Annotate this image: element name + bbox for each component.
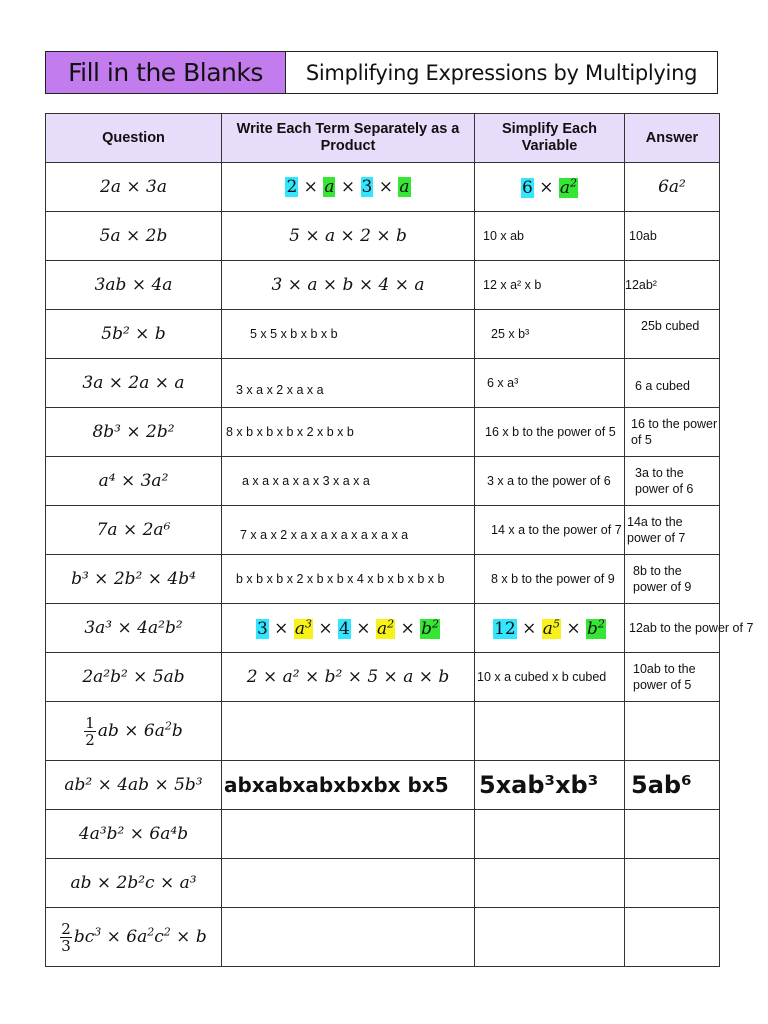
question-cell: 4a³b² × 6a⁴b <box>46 810 222 859</box>
table-row <box>46 702 720 761</box>
table-row <box>46 810 720 859</box>
column-header-question: Question <box>46 114 222 163</box>
product-cell[interactable] <box>222 859 475 908</box>
answer-cell[interactable]: 14a to the power of 7 <box>625 506 720 555</box>
fraction-two-thirds: $\frac{2}{3}$ <box>61 919 71 955</box>
table-row <box>46 212 720 261</box>
simplify-cell[interactable]: 10 x ab <box>475 212 625 261</box>
simplify-cell[interactable]: 10 x a cubed x b cubed <box>475 653 625 702</box>
simplify-cell[interactable] <box>475 908 625 967</box>
table-row <box>46 310 720 359</box>
question-cell: $\frac{2}{3}$ $bc^3 \times 6a^2c^2 \times b$ <box>46 908 222 967</box>
question-cell: ab × 2b²c × a³ <box>46 859 222 908</box>
table-row <box>46 261 720 310</box>
product-cell[interactable]: 5 x 5 x b x b x b <box>222 310 475 359</box>
answer-cell[interactable]: 10ab <box>625 212 720 261</box>
product-cell[interactable]: 8 x b x b x b x 2 x b x b <box>222 408 475 457</box>
answer-cell[interactable]: 25b cubed <box>625 310 720 359</box>
simplify-cell-handwritten[interactable]: 5xab³xb³ <box>475 761 625 810</box>
answer-cell[interactable]: 3a to the power of 6 <box>625 457 720 506</box>
product-cell[interactable]: a x a x a x a x 3 x a x a <box>222 457 475 506</box>
question-cell: 7a × 2a⁶ <box>46 506 222 555</box>
simplify-cell[interactable]: 12 x a² x b <box>475 261 625 310</box>
table-row <box>46 653 720 702</box>
table-row <box>46 506 720 555</box>
table-row <box>46 761 720 810</box>
column-header-answer: Answer <box>625 114 720 163</box>
question-cell: 2a × 3a <box>46 163 222 212</box>
table-row <box>46 859 720 908</box>
table-row <box>46 908 720 967</box>
table-row <box>46 457 720 506</box>
product-cell[interactable]: $3 \times a^3 \times 4 \times a^2 \times b^2$ <box>222 604 475 653</box>
product-cell[interactable]: 5 × a × 2 × b <box>222 212 475 261</box>
simplify-cell[interactable]: 14 x a to the power of 7 <box>475 506 625 555</box>
simplify-cell[interactable]: $6 \times a^2$ <box>475 163 625 212</box>
simplify-cell[interactable] <box>475 859 625 908</box>
answer-cell[interactable]: 16 to the power of 5 <box>625 408 720 457</box>
question-cell: 5a × 2b <box>46 212 222 261</box>
simplify-cell[interactable]: 8 x b to the power of 9 <box>475 555 625 604</box>
table-header-row <box>46 114 720 163</box>
answer-cell[interactable] <box>625 810 720 859</box>
answer-cell[interactable]: 10ab to the power of 5 <box>625 653 720 702</box>
title-banner <box>45 51 718 94</box>
answer-cell[interactable]: 12ab to the power of 7 <box>625 604 720 653</box>
answer-cell[interactable]: 8b to the power of 9 <box>625 555 720 604</box>
question-cell: 3a × 2a × a <box>46 359 222 408</box>
table-row <box>46 359 720 408</box>
worksheet-table <box>45 113 754 967</box>
column-header-product: Write Each Term Separately as a Product <box>222 114 475 163</box>
answer-cell[interactable] <box>625 908 720 967</box>
answer-cell[interactable] <box>625 859 720 908</box>
product-cell[interactable]: 2 × a² × b² × 5 × a × b <box>222 653 475 702</box>
answer-cell[interactable]: 6 a cubed <box>625 359 720 408</box>
simplify-cell[interactable]: 3 x a to the power of 6 <box>475 457 625 506</box>
question-cell: 3ab × 4a <box>46 261 222 310</box>
answer-cell[interactable]: 12ab² <box>625 261 720 310</box>
table-row <box>46 408 720 457</box>
simplify-cell[interactable]: 16 x b to the power of 5 <box>475 408 625 457</box>
simplify-cell[interactable]: 25 x b³ <box>475 310 625 359</box>
question-cell: 8b³ × 2b² <box>46 408 222 457</box>
question-cell: b³ × 2b² × 4b⁴ <box>46 555 222 604</box>
question-cell: 3a³ × 4a²b² <box>46 604 222 653</box>
table-row <box>46 555 720 604</box>
table-row <box>46 163 720 212</box>
product-cell[interactable] <box>222 908 475 967</box>
answer-cell[interactable] <box>625 702 720 761</box>
product-highlighted: 2 × a × 3 × a <box>286 177 410 197</box>
product-cell[interactable] <box>222 810 475 859</box>
table-row <box>46 604 720 653</box>
question-cell: a⁴ × 3a² <box>46 457 222 506</box>
answer-cell[interactable]: 6a² <box>625 163 720 212</box>
product-cell[interactable] <box>222 163 475 212</box>
question-cell: ab² × 4ab × 5b³ <box>46 761 222 810</box>
question-cell: 5b² × b <box>46 310 222 359</box>
product-cell[interactable]: 3 × a × b × 4 × a <box>222 261 475 310</box>
product-cell[interactable]: 7 x a x 2 x a x a x a x a x a x a <box>222 506 475 555</box>
product-cell[interactable]: b x b x b x 2 x b x b x 4 x b x b x b x b <box>222 555 475 604</box>
question-cell: 2a²b² × 5ab <box>46 653 222 702</box>
product-cell[interactable]: 3 x a x 2 x a x a <box>222 359 475 408</box>
product-cell-handwritten[interactable]: abxabxabxbxbx bx5 <box>222 761 475 810</box>
column-header-simplify: Simplify Each Variable <box>475 114 625 163</box>
simplify-cell[interactable]: $12 \times a^5 \times b^2$ <box>475 604 625 653</box>
worksheet-type-title: Fill in the Blanks <box>46 52 286 93</box>
fraction-one-half: $\frac{1}{2}$ <box>85 713 95 749</box>
worksheet-topic-title: Simplifying Expressions by Multiplying <box>305 60 698 85</box>
product-cell[interactable] <box>222 702 475 761</box>
question-cell: $\frac{1}{2}$ ab × $6a^2b$ <box>46 702 222 761</box>
simplify-cell[interactable]: 6 x a³ <box>475 359 625 408</box>
simplify-cell[interactable] <box>475 810 625 859</box>
answer-cell-handwritten[interactable]: 5ab⁶ <box>625 761 720 810</box>
simplify-cell[interactable] <box>475 702 625 761</box>
